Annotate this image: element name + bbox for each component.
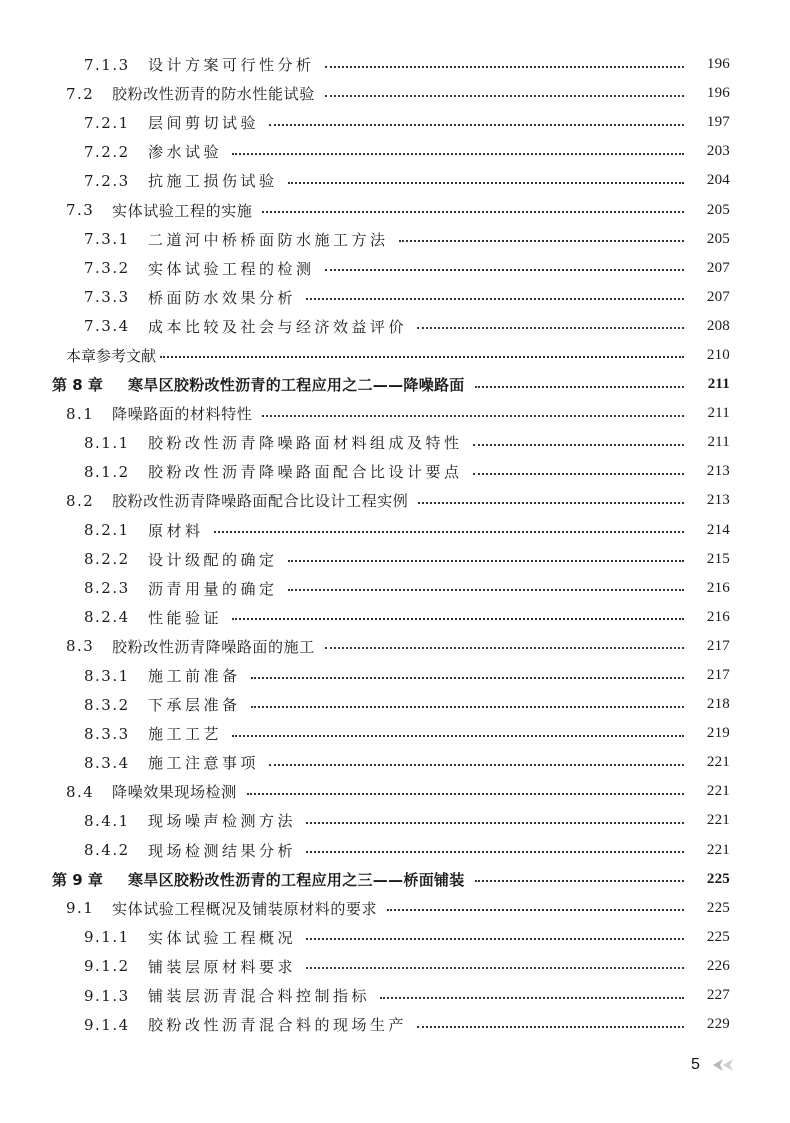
toc-entry-number: 8.3.2: [84, 695, 130, 714]
dot-leader: [262, 211, 684, 213]
toc-entry-page: 221: [706, 754, 730, 771]
toc-entry[interactable]: [0, 865, 790, 894]
toc-entry[interactable]: [0, 894, 790, 923]
dot-leader: [251, 677, 684, 679]
dot-leader: [473, 473, 684, 475]
toc-entry-title: 二道河中桥桥面防水施工方法: [148, 230, 389, 249]
toc-entry-page: 207: [706, 259, 730, 276]
double-chevron-left-icon: [712, 1058, 734, 1072]
toc-entry-number: 7.3.2: [84, 259, 130, 278]
toc-entry-page: 216: [706, 579, 730, 596]
table-of-contents: [0, 50, 790, 1039]
toc-entry[interactable]: [0, 923, 790, 952]
toc-entry-page: 213: [706, 463, 730, 480]
toc-entry-number: 7.3.3: [84, 288, 130, 307]
dot-leader: [288, 589, 684, 591]
toc-entry-title: 寒旱区胶粉改性沥青的工程应用之三——桥面铺装: [128, 870, 465, 889]
toc-entry[interactable]: [0, 79, 790, 108]
toc-entry-number: 8.4: [66, 782, 95, 801]
toc-entry-number: 7.2: [66, 84, 95, 103]
toc-entry-page: 196: [706, 56, 730, 73]
dot-leader: [417, 1026, 684, 1028]
toc-entry-title: 降噪路面的材料特性: [112, 405, 253, 424]
toc-entry-page: 207: [706, 288, 730, 305]
toc-entry-title: 渗水试验: [148, 143, 223, 162]
dot-leader: [306, 967, 684, 969]
toc-entry-page: 225: [706, 899, 730, 916]
toc-entry-number: 7.2.1: [84, 113, 130, 132]
toc-entry-number: 7.3: [66, 201, 95, 220]
toc-entry[interactable]: [0, 574, 790, 603]
toc-entry-number: 7.3.4: [84, 317, 130, 336]
toc-entry[interactable]: [0, 225, 790, 254]
toc-entry[interactable]: [0, 661, 790, 690]
toc-entry[interactable]: [0, 632, 790, 661]
toc-entry-page: 213: [706, 492, 730, 509]
toc-entry[interactable]: [0, 603, 790, 632]
dot-leader: [325, 95, 684, 97]
toc-entry[interactable]: [0, 1010, 790, 1039]
toc-entry-title: 下承层准备: [148, 696, 241, 715]
toc-entry-title: 本章参考文献: [66, 346, 157, 365]
toc-entry-number: 8.4.2: [84, 841, 130, 860]
dot-leader: [399, 240, 684, 242]
toc-entry-number: 9.1.4: [84, 1015, 130, 1034]
toc-entry-page: 216: [706, 608, 730, 625]
toc-entry-number: 8.1.1: [84, 433, 130, 452]
dot-leader: [269, 764, 684, 766]
toc-entry-number: 7.2.2: [84, 142, 130, 161]
toc-entry-title: 成本比较及社会与经济效益评价: [148, 317, 408, 336]
toc-entry-page: 211: [707, 434, 730, 451]
toc-entry-title: 施工工艺: [148, 725, 223, 744]
dot-leader: [475, 880, 684, 882]
toc-entry-number: 8.3: [66, 637, 95, 656]
toc-entry-title: 沥青用量的确定: [148, 579, 278, 598]
toc-entry[interactable]: [0, 545, 790, 574]
toc-entry[interactable]: [0, 952, 790, 981]
toc-entry-title: 胶粉改性沥青降噪路面配合比设计工程实例: [112, 492, 409, 511]
toc-entry-page: 204: [706, 172, 730, 189]
dot-leader: [251, 706, 684, 708]
toc-entry-title: 层间剪切试验: [148, 114, 260, 133]
toc-entry-page: 229: [706, 1016, 730, 1033]
toc-entry[interactable]: [0, 719, 790, 748]
toc-entry-number: 8.2.4: [84, 608, 130, 627]
toc-entry-page: 217: [706, 637, 730, 654]
toc-entry-page: 221: [706, 841, 730, 858]
toc-entry[interactable]: [0, 137, 790, 166]
dot-leader: [269, 124, 684, 126]
toc-entry-title: 原材料: [148, 521, 204, 540]
toc-entry-title: 铺装层沥青混合料控制指标: [148, 987, 371, 1006]
toc-entry-title: 施工前准备: [148, 667, 241, 686]
toc-entry-number: 8.2.1: [84, 521, 130, 540]
toc-entry-number: 8.2.3: [84, 579, 130, 598]
toc-entry[interactable]: [0, 428, 790, 457]
toc-entry[interactable]: [0, 516, 790, 545]
dot-leader: [473, 444, 684, 446]
toc-entry-number: 8.2.2: [84, 550, 130, 569]
toc-entry-number: 9.1.2: [84, 957, 130, 976]
dot-leader: [232, 153, 684, 155]
toc-entry-page: 205: [706, 230, 730, 247]
toc-entry-number: 8.3.3: [84, 724, 130, 743]
toc-entry-title: 现场检测结果分析: [148, 841, 297, 860]
toc-entry-title: 实体试验工程概况及铺装原材料的要求: [112, 899, 378, 918]
dot-leader: [160, 356, 684, 358]
toc-entry[interactable]: [0, 399, 790, 428]
toc-entry[interactable]: [0, 981, 790, 1010]
toc-entry-number: 8.1.2: [84, 462, 130, 481]
toc-entry-title: 降噪效果现场检测: [112, 783, 237, 802]
toc-entry-title: 实体试验工程的检测: [148, 259, 315, 278]
toc-entry-title: 性能验证: [148, 608, 223, 627]
dot-leader: [288, 560, 684, 562]
toc-entry[interactable]: [0, 108, 790, 137]
toc-entry-page: 217: [706, 667, 730, 684]
toc-entry-page: 197: [706, 114, 730, 131]
dot-leader: [232, 735, 684, 737]
toc-entry[interactable]: [0, 486, 790, 515]
dot-leader: [214, 531, 684, 533]
toc-entry-page: 211: [707, 405, 730, 422]
toc-entry[interactable]: [0, 690, 790, 719]
dot-leader: [417, 327, 684, 329]
toc-entry-page: 215: [706, 550, 730, 567]
toc-entry[interactable]: [0, 836, 790, 865]
toc-entry-number: 8.3.4: [84, 753, 130, 772]
dot-leader: [418, 502, 684, 504]
toc-entry[interactable]: [0, 806, 790, 835]
dot-leader: [380, 997, 684, 999]
dot-leader: [247, 793, 684, 795]
toc-entry-title: 抗施工损伤试验: [148, 172, 278, 191]
toc-entry-number: 8.3.1: [84, 666, 130, 685]
toc-entry-page: 205: [706, 201, 730, 218]
toc-entry-page: 221: [706, 783, 730, 800]
toc-entry-title: 铺装层原材料要求: [148, 957, 297, 976]
toc-entry-title: 设计级配的确定: [148, 550, 278, 569]
toc-entry[interactable]: [0, 312, 790, 341]
toc-entry-page: 227: [706, 987, 730, 1004]
dot-leader: [387, 909, 684, 911]
dot-leader: [262, 415, 684, 417]
dot-leader: [306, 822, 684, 824]
page-number: 5: [691, 1056, 700, 1073]
dot-leader: [325, 269, 684, 271]
toc-entry-page: 210: [706, 346, 730, 363]
toc-entry[interactable]: [0, 50, 790, 79]
toc-entry-title: 寒旱区胶粉改性沥青的工程应用之二——降噪路面: [128, 376, 465, 395]
toc-entry-page: 214: [706, 521, 730, 538]
dot-leader: [475, 386, 684, 388]
toc-entry-title: 胶粉改性沥青降噪路面材料组成及特性: [148, 434, 463, 453]
toc-entry-page: 211: [707, 376, 730, 393]
toc-entry-title: 实体试验工程概况: [148, 928, 297, 947]
dot-leader: [325, 66, 684, 68]
toc-entry[interactable]: [0, 341, 790, 370]
toc-entry-page: 225: [706, 870, 730, 887]
toc-entry-page: 226: [706, 957, 730, 974]
toc-entry[interactable]: [0, 283, 790, 312]
toc-entry[interactable]: [0, 370, 790, 399]
toc-entry-number: 9.1.1: [84, 928, 130, 947]
dot-leader: [288, 182, 684, 184]
toc-entry-page: 225: [706, 928, 730, 945]
toc-entry-number: 8.4.1: [84, 811, 130, 830]
toc-entry-title: 实体试验工程的实施: [112, 201, 253, 220]
dot-leader: [325, 647, 684, 649]
dot-leader: [306, 938, 684, 940]
toc-entry[interactable]: [0, 166, 790, 195]
toc-entry[interactable]: [0, 748, 790, 777]
toc-entry-page: 218: [706, 696, 730, 713]
toc-entry[interactable]: [0, 457, 790, 486]
toc-entry-title: 胶粉改性沥青混合料的现场生产: [148, 1016, 408, 1035]
toc-entry-page: 221: [706, 812, 730, 829]
toc-entry-number: 7.3.1: [84, 230, 130, 249]
toc-entry-page: 219: [706, 725, 730, 742]
toc-entry-page: 196: [706, 85, 730, 102]
toc-entry-number: 9.1: [66, 899, 95, 918]
toc-entry-title: 桥面防水效果分析: [148, 288, 297, 307]
toc-entry-number: 8.1: [66, 404, 95, 423]
dot-leader: [306, 851, 684, 853]
toc-entry-title: 胶粉改性沥青降噪路面的施工: [112, 637, 315, 656]
toc-entry-number: 7.2.3: [84, 171, 130, 190]
toc-entry-page: 203: [706, 143, 730, 160]
dot-leader: [232, 618, 684, 620]
toc-entry[interactable]: [0, 254, 790, 283]
toc-entry[interactable]: [0, 195, 790, 224]
toc-entry-number: 8.2: [66, 491, 95, 510]
toc-entry-title: 胶粉改性沥青的防水性能试验: [112, 85, 315, 104]
toc-entry[interactable]: [0, 777, 790, 806]
toc-entry-number: 7.1.3: [84, 55, 130, 74]
toc-entry-page: 208: [706, 317, 730, 334]
toc-entry-title: 施工注意事项: [148, 754, 260, 773]
toc-entry-title: 现场噪声检测方法: [148, 812, 297, 831]
toc-entry-title: 设计方案可行性分析: [148, 56, 315, 75]
dot-leader: [306, 298, 684, 300]
toc-entry-number: 第 8 章: [52, 376, 103, 395]
toc-entry-number: 第 9 章: [52, 870, 103, 889]
toc-entry-title: 胶粉改性沥青降噪路面配合比设计要点: [148, 463, 463, 482]
toc-entry-number: 9.1.3: [84, 986, 130, 1005]
